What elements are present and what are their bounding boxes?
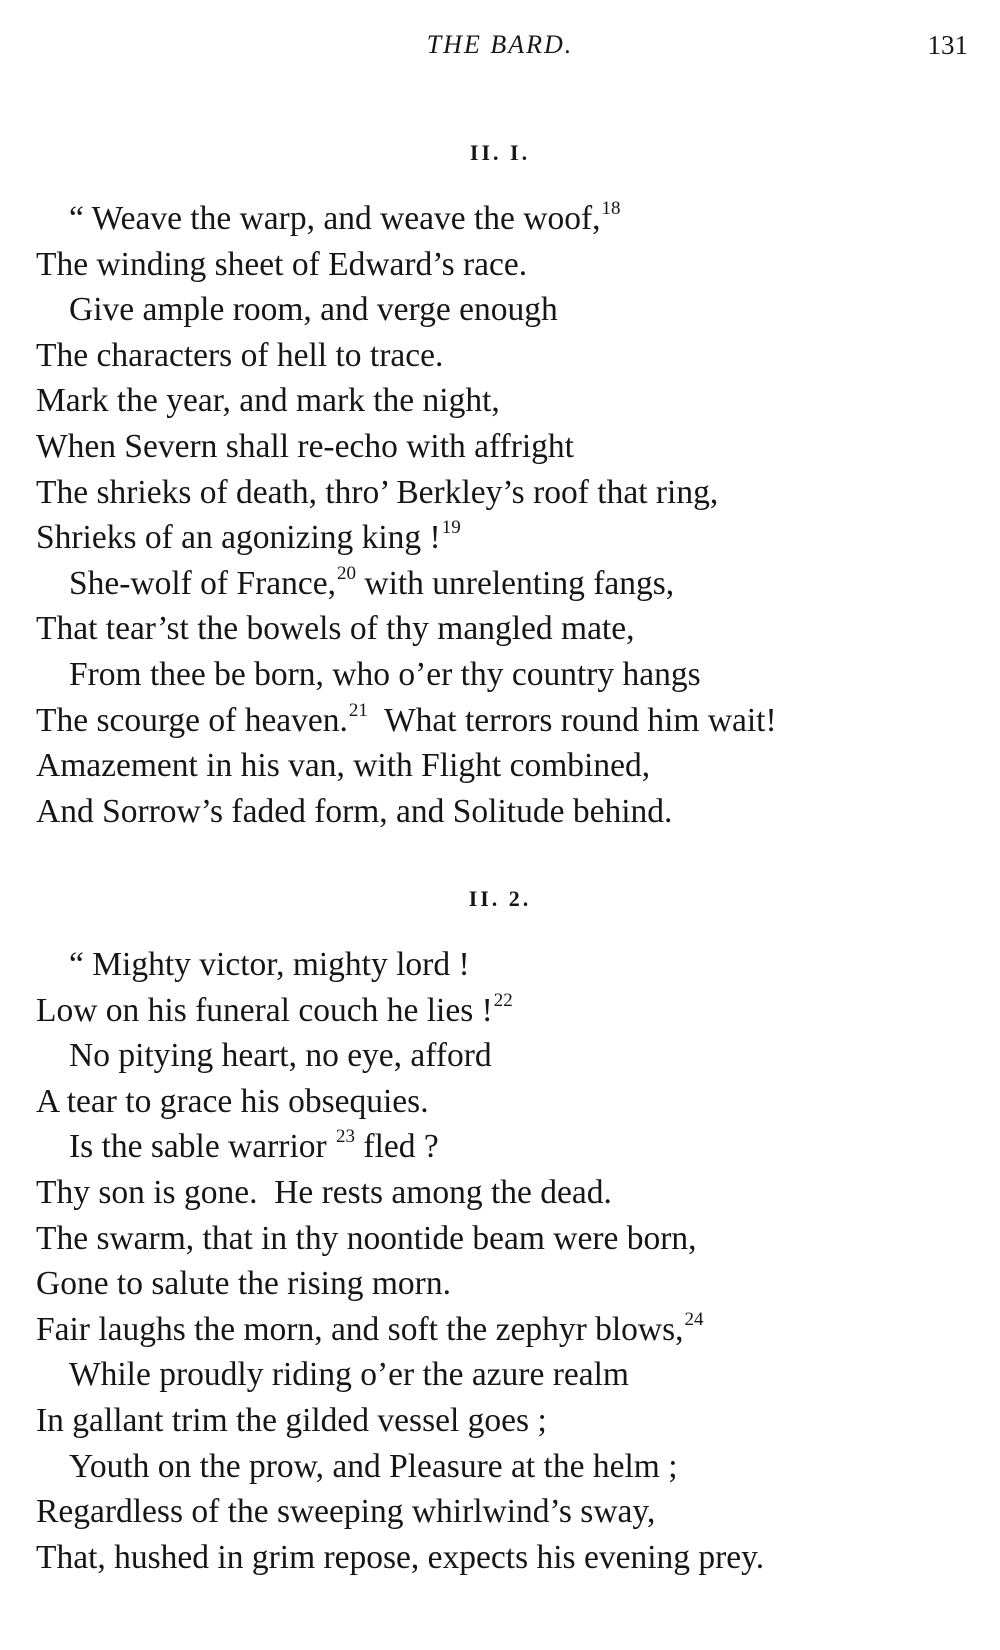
verse-line: When Severn shall re-echo with affright <box>36 427 574 465</box>
running-title: THE BARD. <box>426 30 574 59</box>
verse-line: That tear’st the bowels of thy mangled mate, <box>36 610 635 648</box>
verse-line: Fair laughs the morn, and soft the zephyr blows,$^{24}$ <box>36 1308 704 1348</box>
verse-line: The winding sheet of Edward’s race. <box>36 245 528 283</box>
verse-line: “ Mighty victor, mighty lord ! <box>69 946 470 983</box>
verse-line: Regardless of the sweeping whirlwind’s sway, <box>36 1493 656 1531</box>
verse-line: From thee be born, who o’er thy country hangs <box>69 655 701 693</box>
verse-line: The characters of hell to trace. <box>36 336 444 374</box>
verse-line: Youth on the prow, and Pleasure at the helm ; <box>69 1447 678 1485</box>
verse-line: While proudly riding o’er the azure realm <box>69 1356 629 1394</box>
verse-line: The scourge of heaven.$^{21}$ What terrors round him wait! <box>36 699 777 739</box>
footnote-marker: 24 <box>684 1308 704 1330</box>
verse-line: She-wolf of France,$^{20}$ with unrelenting fangs, <box>69 562 675 602</box>
verse-line: In gallant trim the gilded vessel goes ; <box>36 1401 547 1439</box>
stanza-ii-2 <box>36 942 986 1580</box>
verse-line: The shrieks of death, thro’ Berkley’s roof that ring, <box>36 473 719 511</box>
verse-line: And Sorrow’s faded form, and Solitude behind. <box>36 792 673 830</box>
verse-line: The swarm, that in thy noontide beam were born, <box>36 1219 697 1257</box>
verse-line: Shrieks of an agonizing king !$^{19}$ <box>36 517 461 557</box>
verse-line: No pitying heart, no eye, afford <box>69 1037 492 1075</box>
verse-line: That, hushed in grim repose, expects his evening prey. <box>36 1538 765 1576</box>
footnote-marker: 21 <box>348 699 368 721</box>
section-heading-ii-2: II. 2. <box>468 886 532 911</box>
verse-line: Thy son is gone. He rests among the dead. <box>36 1173 612 1211</box>
stanza-ii-1 <box>36 196 986 834</box>
verse-line: Mark the year, and mark the night, <box>36 382 500 420</box>
verse-line: Low on his funeral couch he lies !$^{22}$ <box>36 989 513 1029</box>
footnote-marker: 19 <box>441 517 461 539</box>
verse-line: Is the sable warrior $^{23}$ fled ? <box>69 1126 439 1166</box>
verse-line: Amazement in his van, with Flight combined, <box>36 747 651 785</box>
page-number: 131 <box>927 30 968 60</box>
section-heading-ii-1: II. I. <box>469 140 531 165</box>
verse-line: A tear to grace his obsequies. <box>36 1082 429 1120</box>
footnote-marker: 18 <box>601 198 621 219</box>
running-head <box>0 30 1000 70</box>
verse-line: Gone to salute the rising morn. <box>36 1265 451 1303</box>
footnote-marker: 20 <box>337 562 356 584</box>
verse-line: Give ample room, and verge enough <box>69 291 558 329</box>
footnote-marker: 23 <box>336 1126 356 1148</box>
footnote-marker: 22 <box>493 989 513 1011</box>
verse-line: “ Weave the warp, and weave the woof,$^{18}$ <box>69 198 621 237</box>
